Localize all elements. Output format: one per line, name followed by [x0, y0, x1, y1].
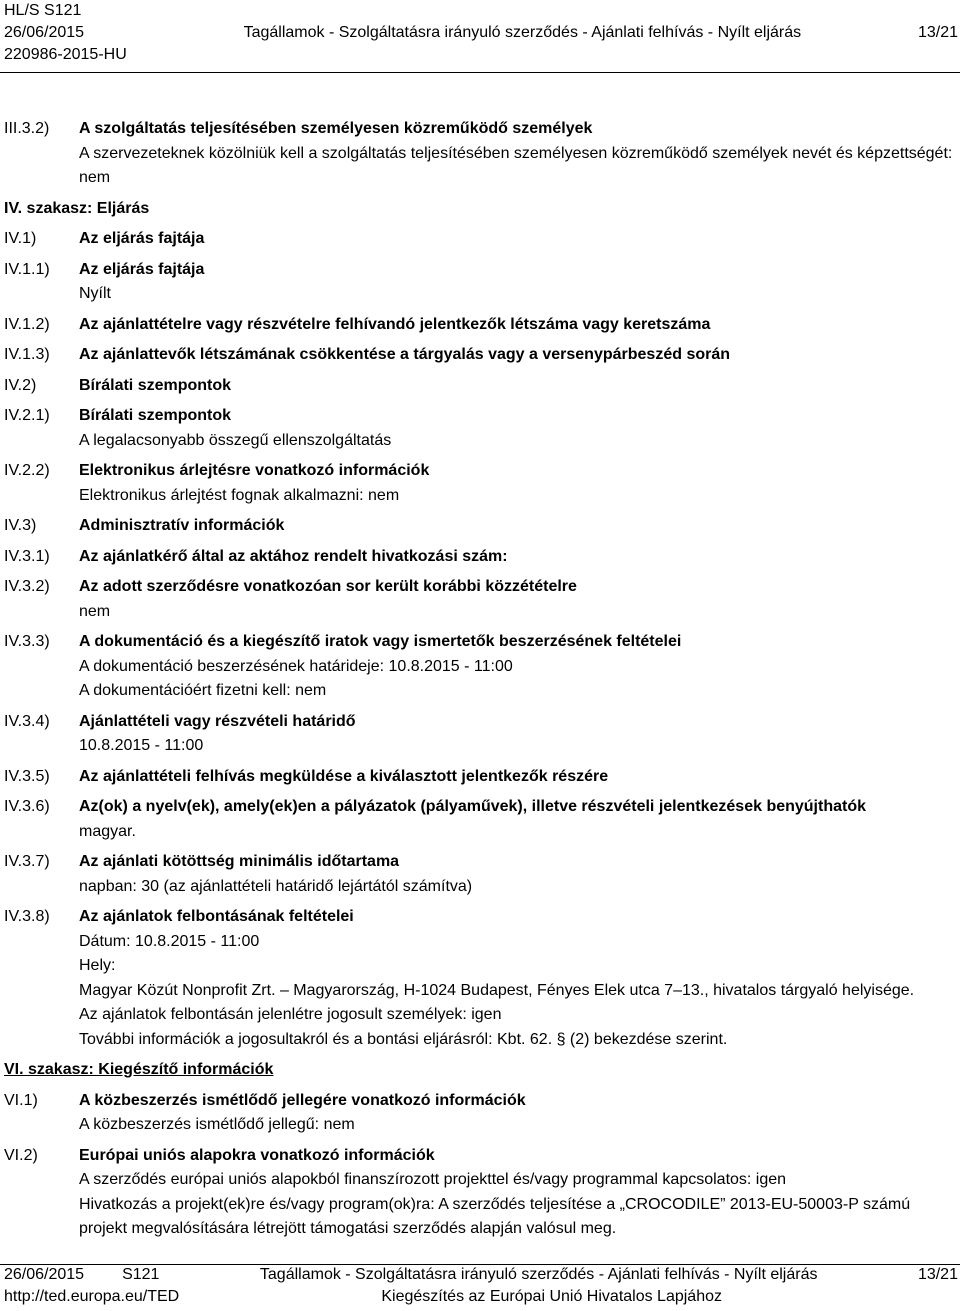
item-text: Dátum: 10.8.2015 - 11:00	[79, 932, 260, 950]
item-title: Az ajánlattevők létszámának csökkentése a tárgyalás vagy a versenypárbeszéd során	[79, 346, 731, 363]
item-body	[79, 313, 954, 338]
item-body	[79, 575, 954, 624]
item-number: IV.3.1)	[4, 547, 50, 565]
item-title: Az eljárás fajtája	[79, 230, 205, 247]
item-text: 10.8.2015 - 11:00	[79, 737, 204, 754]
item-number: IV.3.5)	[4, 767, 50, 785]
item-body	[79, 459, 954, 508]
footer-date: 26/06/2015	[4, 1266, 85, 1283]
item-text: A közbeszerzés ismétlődő jellegű: nem	[79, 1116, 355, 1133]
section-heading: IV. szakasz: Eljárás	[4, 199, 150, 217]
section-item	[4, 343, 954, 368]
item-body	[79, 630, 954, 704]
item-title: Az ajánlattételi felhívás megküldése a kiválasztott jelentkezők részére	[79, 767, 609, 785]
item-number: VI.2)	[4, 1146, 38, 1164]
item-title: Bírálati szempontok	[79, 407, 232, 424]
item-number: IV.1.2)	[4, 315, 50, 333]
item-text: A dokumentáció beszerzésének határideje: 10.8.2015 - 11:00	[79, 657, 513, 675]
item-text: Magyar Közút Nonprofit Zrt. – Magyarország, H-1024 Budapest, Fényes Elek utca 7–13., hivatalos tárgyaló helyisége.	[79, 981, 915, 999]
item-number: IV.2.2)	[4, 462, 50, 479]
footer-code: S121	[122, 1266, 160, 1283]
item-body	[79, 343, 954, 368]
item-body	[79, 514, 954, 539]
item-title: Ajánlattételi vagy részvételi határidő	[79, 712, 356, 730]
item-number: IV.3.7)	[4, 853, 50, 870]
item-body	[79, 905, 954, 1052]
item-body	[79, 1144, 954, 1242]
item-title: Európai uniós alapokra vonatkozó információk	[79, 1146, 435, 1164]
item-number: IV.1)	[4, 230, 37, 247]
item-title: Az ajánlatkérő által az aktához rendelt hivatkozási szám:	[79, 547, 508, 565]
header-divider	[0, 72, 960, 73]
item-body	[79, 1089, 954, 1138]
section-item	[4, 710, 954, 759]
section-item	[4, 514, 954, 539]
section-item	[4, 117, 954, 191]
item-text: napban: 30 (az ajánlattételi határidő lejártától számítva)	[79, 877, 473, 895]
item-text: A szerződés európai uniós alapokból finanszírozott projekttel és/vagy programmal kapcsolatos: igen	[79, 1171, 787, 1188]
item-number: IV.1.3)	[4, 346, 50, 363]
item-text: nem	[79, 602, 111, 620]
item-text: A szervezeteknek közölniük kell a szolgáltatás teljesítésében személyesen közreműködő személyek nevét és képzettségét: nem	[79, 144, 953, 186]
item-text: Hivatkozás a projekt(ek)re és/vagy program(ok)ra: A szerződés teljesítése a „CROCODILE” 2013-EU-50003-P számú projekt megvalósítására létrejött támogatási szerződés alapján valósul meg.	[79, 1195, 911, 1237]
item-title: A közbeszerzés ismétlődő jellegére vonatkozó információk	[79, 1091, 526, 1109]
header-ref: 220986-2015-HU	[4, 46, 127, 63]
item-text: Az ajánlatok felbontásán jelenlétre jogosult személyek: igen	[79, 1006, 502, 1023]
item-title: A dokumentáció és a kiegészítő iratok vagy ismertetők beszerzésének feltételei	[79, 633, 682, 650]
item-title: Az ajánlatok felbontásának feltételei	[79, 908, 354, 925]
item-title: Az(ok) a nyelv(ek), amely(ek)en a pályázatok (pályaművek), illetve részvételi jelentkezések benyújthatók	[79, 798, 866, 815]
section-item	[4, 374, 954, 399]
item-number: IV.2)	[4, 376, 37, 394]
item-text: Nyílt	[79, 285, 111, 302]
item-title: Az eljárás fajtája	[79, 260, 205, 278]
section-item	[4, 575, 954, 624]
section-item	[4, 765, 954, 790]
section-item	[4, 404, 954, 453]
page-header	[4, 0, 958, 66]
section-heading: VI. szakasz: Kiegészítő információk	[4, 1061, 274, 1078]
section-item	[4, 850, 954, 899]
item-body	[79, 795, 954, 844]
item-body	[79, 117, 954, 191]
item-body	[79, 404, 954, 453]
item-title: Bírálati szempontok	[79, 376, 232, 394]
section-item	[4, 795, 954, 844]
item-body	[79, 710, 954, 759]
item-title: Adminisztratív információk	[79, 517, 285, 534]
item-body	[79, 374, 954, 399]
item-number: IV.1.1)	[4, 260, 50, 278]
section-item	[4, 630, 954, 704]
item-title: Az ajánlattételre vagy részvételre felhívandó jelentkezők létszáma vagy keretszáma	[79, 315, 711, 333]
item-text: További információk a jogosultakról és a bontási eljárásról: Kbt. 62. § (2) bekezdése szerint.	[79, 1030, 728, 1048]
item-number: IV.3.3)	[4, 633, 50, 650]
item-body	[79, 765, 954, 790]
doc-code: HL/S S121	[4, 2, 82, 19]
item-number: IV.3.2)	[4, 578, 50, 595]
section-item	[4, 1089, 954, 1138]
item-number: IV.3.4)	[4, 712, 50, 730]
item-title: A szolgáltatás teljesítésében személyesen közreműködő személyek	[79, 120, 593, 137]
item-number: VI.1)	[4, 1091, 38, 1109]
section-item	[4, 1144, 954, 1242]
item-text: Elektronikus árlejtést fognak alkalmazni: nem	[79, 486, 400, 504]
item-body	[79, 227, 954, 252]
item-number: IV.2.1)	[4, 407, 50, 424]
section-item	[4, 459, 954, 508]
item-title: Az ajánlati kötöttség minimális időtartama	[79, 853, 400, 870]
item-number: IV.3.8)	[4, 908, 50, 925]
document-body	[4, 117, 954, 1248]
item-title: Elektronikus árlejtésre vonatkozó információk	[79, 462, 430, 479]
section-item	[4, 258, 954, 307]
section-item	[4, 905, 954, 1052]
header-date: 26/06/2015	[4, 24, 85, 41]
item-title: Az adott szerződésre vonatkozóan sor került korábbi közzétételre	[79, 578, 577, 595]
item-body	[79, 258, 954, 307]
header-page-number: 13/21	[917, 24, 958, 41]
item-number: IV.3)	[4, 517, 37, 534]
footer-url[interactable]: http://ted.europa.eu/TED	[4, 1288, 180, 1305]
section-item	[4, 545, 954, 570]
section-item	[4, 313, 954, 338]
page-footer	[4, 1264, 958, 1308]
section-item	[4, 227, 954, 252]
item-number: III.3.2)	[4, 120, 50, 137]
item-text: A dokumentációért fizetni kell: nem	[79, 682, 327, 699]
item-text: magyar.	[79, 822, 136, 840]
footer-page-number: 13/21	[917, 1266, 958, 1283]
item-body	[79, 850, 954, 899]
item-text: A legalacsonyabb összegű ellenszolgáltatás	[79, 431, 392, 449]
header-title: Tagállamok - Szolgáltatásra irányuló szerződés - Ajánlati felhívás - Nyílt eljárás	[243, 24, 802, 41]
footer-title: Tagállamok - Szolgáltatásra irányuló szerződés - Ajánlati felhívás - Nyílt eljárás	[259, 1266, 818, 1283]
item-body	[79, 545, 954, 570]
item-number: IV.3.6)	[4, 798, 50, 815]
item-text: Hely:	[79, 957, 116, 974]
footer-publisher: Kiegészítés az Európai Unió Hivatalos Lapjához	[381, 1288, 722, 1305]
